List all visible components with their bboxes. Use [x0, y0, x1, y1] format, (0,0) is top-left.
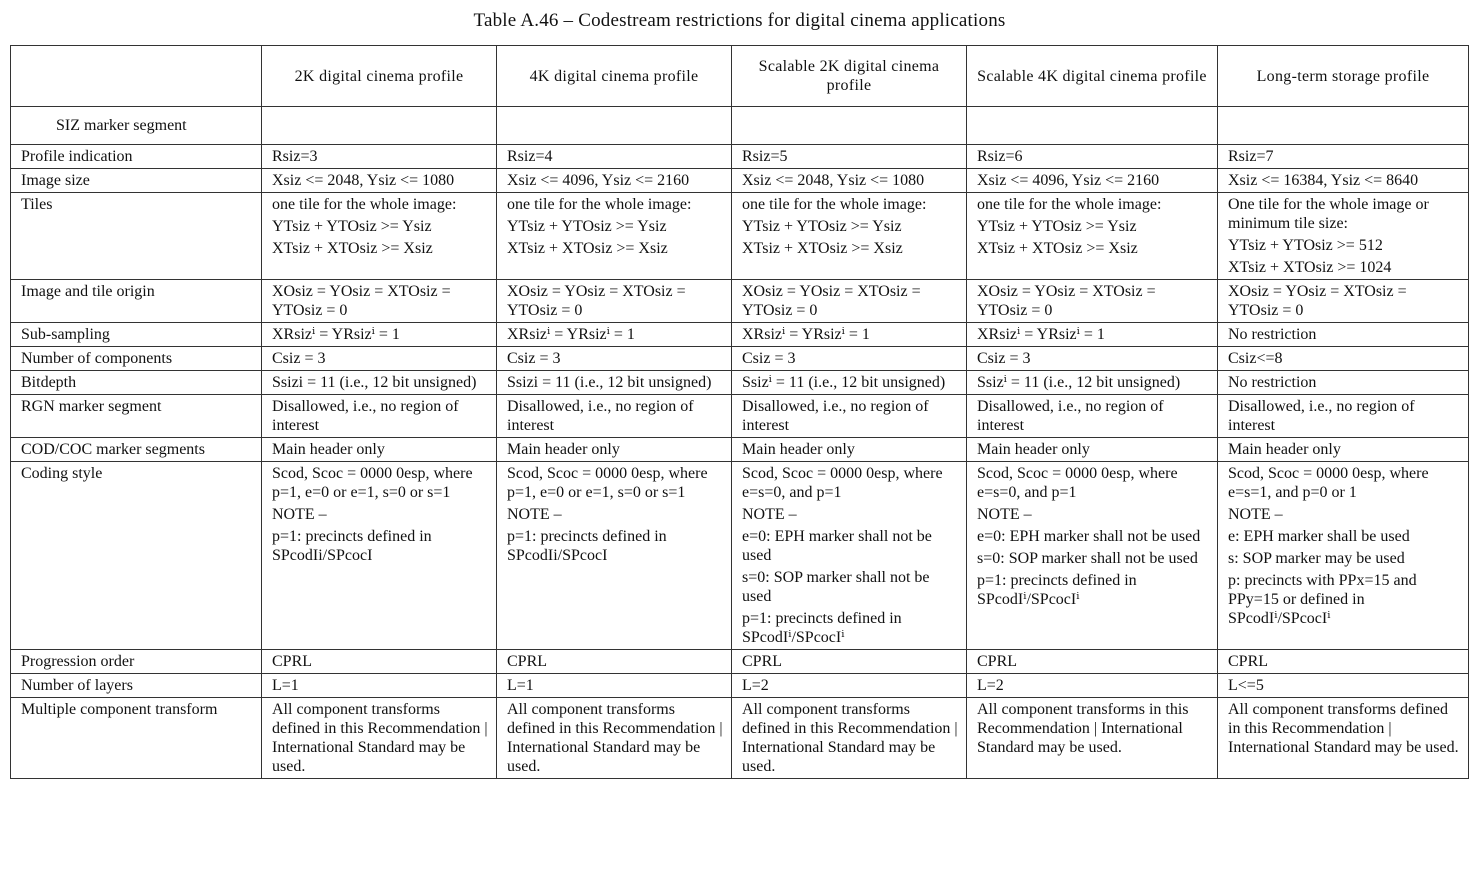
table-cell — [1218, 280, 1469, 323]
cell-line: Csiz = 3 — [977, 350, 1031, 367]
table-cell — [967, 462, 1218, 650]
cell-line: Main header only — [507, 441, 620, 458]
table-row — [11, 698, 1469, 779]
table-cell — [967, 280, 1218, 323]
table-row — [11, 438, 1469, 462]
cell-line: Ssizⁱ = 11 (i.e., 12 bit unsigned) — [742, 374, 946, 391]
cell-line: CPRL — [272, 653, 313, 670]
table-cell — [497, 280, 732, 323]
table-row — [11, 371, 1469, 395]
cell-line: one tile for the whole image: — [272, 196, 457, 213]
cell-line: Xsiz <= 2048, Ysiz <= 1080 — [742, 172, 925, 189]
row-label: Image and tile origin — [11, 280, 262, 323]
cell-line: Rsiz=4 — [507, 148, 553, 165]
cell-line: s=0: SOP marker shall not be used — [977, 550, 1198, 567]
cell-line: NOTE – — [742, 506, 797, 523]
table-cell — [732, 145, 967, 169]
cell-line: L=1 — [272, 677, 299, 694]
table-cell — [732, 347, 967, 371]
table-cell — [732, 107, 967, 145]
cell-line: Rsiz=5 — [742, 148, 788, 165]
table-cell — [967, 698, 1218, 779]
column-header: 2K digital cinema profile — [262, 46, 497, 107]
table-cell — [967, 371, 1218, 395]
table-cell — [1218, 145, 1469, 169]
table-cell — [262, 371, 497, 395]
table-cell — [497, 674, 732, 698]
cell-line: Rsiz=7 — [1228, 148, 1274, 165]
cell-line: Scod, Scoc = 0000 0esp, where p=1, e=0 or e=1, s=0 or s=1 — [507, 465, 708, 501]
column-header: Scalable 2K digital cinema profile — [732, 46, 967, 107]
cell-line: XTsiz + XTOsiz >= Xsiz — [272, 240, 433, 257]
cell-line: e=0: EPH marker shall not be used — [977, 528, 1201, 545]
section-row — [11, 107, 1469, 145]
table-cell — [732, 674, 967, 698]
cell-line: s: SOP marker may be used — [1228, 550, 1405, 567]
cell-line: Scod, Scoc = 0000 0esp, where e=s=0, and p=1 — [742, 465, 943, 501]
cell-line: L=1 — [507, 677, 534, 694]
cell-line: Rsiz=6 — [977, 148, 1023, 165]
table-cell — [732, 698, 967, 779]
cell-line: XOsiz = YOsiz = XTOsiz = YTOsiz = 0 — [1228, 283, 1407, 319]
table-cell — [262, 323, 497, 347]
cell-line: YTsiz + YTOsiz >= Ysiz — [272, 218, 432, 235]
table-cell — [732, 193, 967, 280]
table-cell — [1218, 650, 1469, 674]
table-cell — [497, 438, 732, 462]
cell-line: One tile for the whole image or minimum tile size: — [1228, 196, 1429, 232]
cell-line: YTsiz + YTOsiz >= Ysiz — [742, 218, 902, 235]
cell-line: XRsizⁱ = YRsizⁱ = 1 — [742, 326, 870, 343]
table-cell — [1218, 395, 1469, 438]
row-label: Coding style — [11, 462, 262, 650]
cell-line: All component transforms in this Recommendation | International Standard may be used. — [977, 701, 1189, 756]
cell-line: XOsiz = YOsiz = XTOsiz = YTOsiz = 0 — [507, 283, 686, 319]
table-cell — [1218, 107, 1469, 145]
table-cell — [497, 371, 732, 395]
cell-line: Disallowed, i.e., no region of interest — [977, 398, 1164, 434]
cell-line: Main header only — [272, 441, 385, 458]
table-cell — [1218, 698, 1469, 779]
column-header: 4K digital cinema profile — [497, 46, 732, 107]
cell-line: No restriction — [1228, 374, 1317, 391]
table-cell — [967, 674, 1218, 698]
cell-line: e=0: EPH marker shall not be used — [742, 528, 932, 564]
table-cell — [262, 107, 497, 145]
cell-line: CPRL — [977, 653, 1018, 670]
table-cell — [732, 438, 967, 462]
row-label: RGN marker segment — [11, 395, 262, 438]
cell-line: Scod, Scoc = 0000 0esp, where e=s=1, and p=0 or 1 — [1228, 465, 1429, 501]
cell-line: XRsizⁱ = YRsizⁱ = 1 — [977, 326, 1105, 343]
table-cell — [497, 347, 732, 371]
table-cell — [732, 371, 967, 395]
table-cell — [732, 169, 967, 193]
cell-line: XOsiz = YOsiz = XTOsiz = YTOsiz = 0 — [272, 283, 451, 319]
table-cell — [497, 145, 732, 169]
cell-line: s=0: SOP marker shall not be used — [742, 569, 930, 605]
cell-line: Scod, Scoc = 0000 0esp, where p=1, e=0 or e=1, s=0 or s=1 — [272, 465, 473, 501]
cell-line: Ssizⁱ = 11 (i.e., 12 bit unsigned) — [977, 374, 1181, 391]
table-cell — [262, 395, 497, 438]
cell-line: Csiz = 3 — [272, 350, 326, 367]
row-label: Tiles — [11, 193, 262, 280]
row-label: Multiple component transform — [11, 698, 262, 779]
table-cell — [732, 323, 967, 347]
cell-line: CPRL — [742, 653, 783, 670]
table-cell — [497, 107, 732, 145]
cell-line: NOTE – — [977, 506, 1032, 523]
cell-line: L<=5 — [1228, 677, 1264, 694]
cell-line: XTsiz + XTOsiz >= Xsiz — [977, 240, 1138, 257]
cell-line: Xsiz <= 4096, Ysiz <= 2160 — [507, 172, 690, 189]
table-row — [11, 462, 1469, 650]
codestream-restrictions-table — [10, 45, 1469, 779]
cell-line: XTsiz + XTOsiz >= Xsiz — [507, 240, 668, 257]
row-label: Image size — [11, 169, 262, 193]
cell-line: Scod, Scoc = 0000 0esp, where e=s=0, and p=1 — [977, 465, 1178, 501]
cell-line: L=2 — [977, 677, 1004, 694]
cell-line: YTsiz + YTOsiz >= Ysiz — [977, 218, 1137, 235]
row-label: Number of components — [11, 347, 262, 371]
row-label: COD/COC marker segments — [11, 438, 262, 462]
table-cell — [262, 650, 497, 674]
table-cell — [732, 280, 967, 323]
cell-line: Csiz = 3 — [507, 350, 561, 367]
cell-line: NOTE – — [507, 506, 562, 523]
cell-line: Disallowed, i.e., no region of interest — [507, 398, 694, 434]
table-cell — [967, 145, 1218, 169]
table-cell — [262, 698, 497, 779]
row-label: Bitdepth — [11, 371, 262, 395]
table-body — [11, 107, 1469, 779]
table-cell — [967, 650, 1218, 674]
table-caption: Table A.46 – Codestream restrictions for digital cinema applications — [473, 10, 1006, 31]
table-row — [11, 145, 1469, 169]
cell-line: Ssizi = 11 (i.e., 12 bit unsigned) — [272, 374, 477, 391]
table-cell — [497, 395, 732, 438]
cell-line: one tile for the whole image: — [977, 196, 1162, 213]
cell-line: Xsiz <= 16384, Ysiz <= 8640 — [1228, 172, 1419, 189]
cell-line: No restriction — [1228, 326, 1317, 343]
table-cell — [262, 462, 497, 650]
table-cell — [1218, 462, 1469, 650]
table-cell — [262, 145, 497, 169]
cell-line: Disallowed, i.e., no region of interest — [1228, 398, 1415, 434]
cell-line: e: EPH marker shall be used — [1228, 528, 1410, 545]
cell-line: Disallowed, i.e., no region of interest — [742, 398, 929, 434]
cell-line: YTsiz + YTOsiz >= Ysiz — [507, 218, 667, 235]
table-cell — [967, 347, 1218, 371]
table-row — [11, 347, 1469, 371]
cell-line: Xsiz <= 4096, Ysiz <= 2160 — [977, 172, 1160, 189]
cell-line: Xsiz <= 2048, Ysiz <= 1080 — [272, 172, 455, 189]
cell-line: Csiz = 3 — [742, 350, 796, 367]
table-cell — [1218, 371, 1469, 395]
table-cell — [262, 438, 497, 462]
table-cell — [1218, 347, 1469, 371]
table-row — [11, 650, 1469, 674]
cell-line: Main header only — [742, 441, 855, 458]
cell-line: NOTE – — [272, 506, 327, 523]
table-cell — [262, 169, 497, 193]
cell-line: NOTE – — [1228, 506, 1283, 523]
cell-line: XOsiz = YOsiz = XTOsiz = YTOsiz = 0 — [742, 283, 921, 319]
cell-line: Csiz<=8 — [1228, 350, 1283, 367]
cell-line: Disallowed, i.e., no region of interest — [272, 398, 459, 434]
cell-line: p: precincts with PPx=15 and PPy=15 or defined in SPcodIⁱ/SPcocIⁱ — [1228, 572, 1417, 627]
cell-line: Main header only — [977, 441, 1090, 458]
cell-line: CPRL — [507, 653, 548, 670]
table-row — [11, 169, 1469, 193]
table-cell — [732, 462, 967, 650]
table-row — [11, 395, 1469, 438]
cell-line: All component transforms defined in this Recommendation | International Standard may be used. — [742, 701, 958, 775]
row-label: Sub-sampling — [11, 323, 262, 347]
table-cell — [1218, 674, 1469, 698]
table-cell — [497, 650, 732, 674]
table-cell — [1218, 193, 1469, 280]
table-cell — [497, 462, 732, 650]
cell-line: XRsizⁱ = YRsizⁱ = 1 — [272, 326, 400, 343]
table-cell — [967, 323, 1218, 347]
table-cell — [262, 347, 497, 371]
table-cell — [732, 395, 967, 438]
table-cell — [967, 438, 1218, 462]
header-row — [11, 46, 1469, 107]
row-label: Number of layers — [11, 674, 262, 698]
table-row — [11, 280, 1469, 323]
section-label: SIZ marker segment — [11, 107, 262, 145]
cell-line: p=1: precincts defined in SPcodIⁱ/SPcocIⁱ — [977, 572, 1137, 608]
cell-line: one tile for the whole image: — [507, 196, 692, 213]
cell-line: All component transforms defined in this Recommendation | International Standard may be used. — [1228, 701, 1459, 756]
column-header: Long-term storage profile — [1218, 46, 1469, 107]
table-cell — [967, 107, 1218, 145]
table-cell — [262, 280, 497, 323]
table-cell — [967, 169, 1218, 193]
table-cell — [497, 323, 732, 347]
row-label: Progression order — [11, 650, 262, 674]
cell-line: one tile for the whole image: — [742, 196, 927, 213]
cell-line: XOsiz = YOsiz = XTOsiz = YTOsiz = 0 — [977, 283, 1156, 319]
cell-line: p=1: precincts defined in SPcodIⁱ/SPcocIⁱ — [742, 610, 902, 646]
cell-line: XRsizⁱ = YRsizⁱ = 1 — [507, 326, 635, 343]
cell-line: p=1: precincts defined in SPcodIi/SPcocI — [507, 528, 667, 564]
table-cell — [967, 193, 1218, 280]
table-row — [11, 323, 1469, 347]
table-cell — [262, 193, 497, 280]
cell-line: All component transforms defined in this Recommendation | International Standard may be used. — [507, 701, 723, 775]
table-cell — [497, 698, 732, 779]
table-cell — [1218, 323, 1469, 347]
cell-line: p=1: precincts defined in SPcodIi/SPcocI — [272, 528, 432, 564]
table-row — [11, 674, 1469, 698]
cell-line: XTsiz + XTOsiz >= Xsiz — [742, 240, 903, 257]
table-cell — [1218, 169, 1469, 193]
table-cell — [967, 395, 1218, 438]
cell-line: CPRL — [1228, 653, 1269, 670]
cell-line: YTsiz + YTOsiz >= 512 — [1228, 237, 1383, 254]
table-cell — [497, 169, 732, 193]
table-cell — [732, 650, 967, 674]
column-header: Scalable 4K digital cinema profile — [967, 46, 1218, 107]
column-header — [11, 46, 262, 107]
cell-line: XTsiz + XTOsiz >= 1024 — [1228, 259, 1392, 276]
table-cell — [262, 674, 497, 698]
cell-line: Main header only — [1228, 441, 1341, 458]
table-cell — [497, 193, 732, 280]
table-cell — [1218, 438, 1469, 462]
cell-line: All component transforms defined in this Recommendation | International Standard may be used. — [272, 701, 488, 775]
cell-line: L=2 — [742, 677, 769, 694]
cell-line: Ssizi = 11 (i.e., 12 bit unsigned) — [507, 374, 712, 391]
row-label: Profile indication — [11, 145, 262, 169]
cell-line: Rsiz=3 — [272, 148, 318, 165]
table-row — [11, 193, 1469, 280]
